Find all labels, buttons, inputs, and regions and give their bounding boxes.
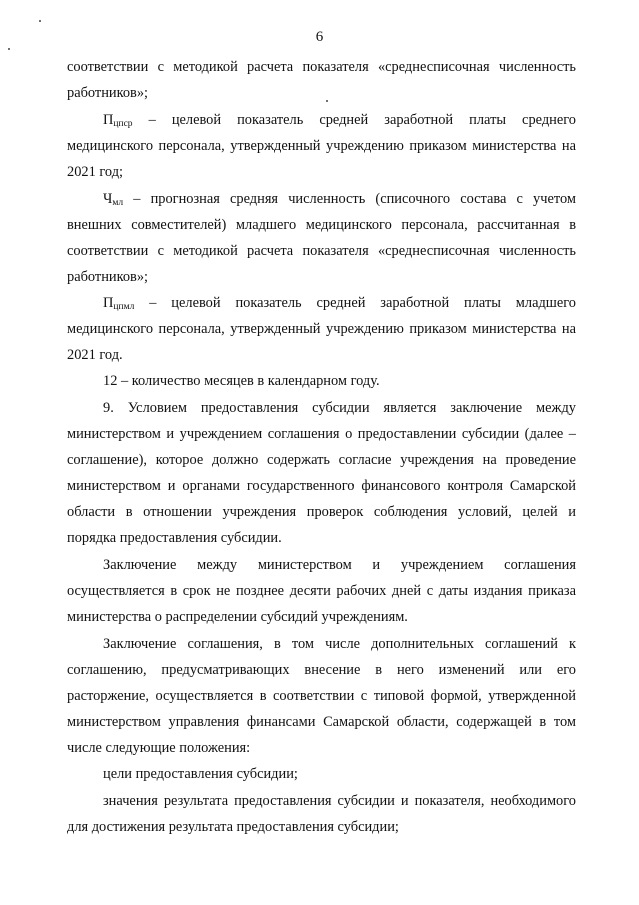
formula-symbol: П [103,112,114,128]
list-item: значения результата предоставления субсидии и показателя, необходимого [103,793,576,809]
formula-description: – прогнозная средняя численность (списочного состава с учетом [123,191,576,207]
text-line: медицинского персонала, утвержденный учреждению приказом министерства на [67,138,576,154]
text-line: для достижения результата предоставления субсидии; [67,819,399,835]
text-line: 12 – количество месяцев в календарном году. [103,373,380,389]
text-line: Заключение соглашения, в том числе дополнительных соглашений к [103,636,576,652]
text-line: 2021 год. [67,347,123,363]
formula-symbol: П [103,295,114,311]
text-line: осуществляется в срок не позднее десяти рабочих дней с даты издания приказа [67,583,576,599]
text-line: соответствии с методикой расчета показателя «среднесписочная численность [67,59,576,75]
formula-line [103,189,576,209]
text-line: работников»; [67,269,149,285]
list-item: цели предоставления субсидии; [103,766,298,782]
formula-line [103,293,576,313]
formula-subscript: цпср [113,119,133,129]
formula-subscript: цпмл [113,302,135,312]
text-line: работников»; [67,85,149,101]
text-line: соглашение), которое должно содержать согласие учреждения на проведение [67,452,576,468]
text-line: медицинского персонала, утвержденный учреждению приказом министерства на [67,321,576,337]
scan-speck [39,20,41,22]
text-line: 9. Условием предоставления субсидии является заключение между [103,400,576,416]
text-line: соглашению, предусматривающих внесение в него изменений или его [67,662,576,678]
text-line: расторжение, осуществляется в соответствии с типовой формой, утвержденной [67,688,576,704]
text-line: министерством управления финансами Самарской области, содержащей в том [67,714,576,730]
text-line: области в отношении учреждения проверок соблюдения условий, целей и [67,504,576,520]
text-line: министерством и учреждением соглашения о предоставлении субсидии (далее – [67,426,576,442]
formula-description: – целевой показатель средней заработной платы среднего [132,112,576,128]
text-line: порядка предоставления субсидии. [67,530,282,546]
formula-description: – целевой показатель средней заработной платы младшего [134,295,576,311]
text-line: 2021 год; [67,164,124,180]
scan-speck [8,48,10,50]
text-line: министерства о распределении субсидий учреждениям. [67,609,408,625]
formula-symbol: Ч [103,191,113,207]
text-line: числе следующие положения: [67,740,251,756]
text-line: министерством и органами государственного финансового контроля Самарской [67,478,576,494]
formula-line [103,110,576,130]
text-line: соответствии с методикой расчета показателя «среднесписочная численность [67,243,576,259]
text-line: Заключение между министерством и учреждением соглашения [103,557,576,573]
text-line: внешних совместителей) младшего медицинского персонала, рассчитанная в [67,217,576,233]
page-number: 6 [315,29,324,45]
formula-subscript: мл [112,198,124,208]
